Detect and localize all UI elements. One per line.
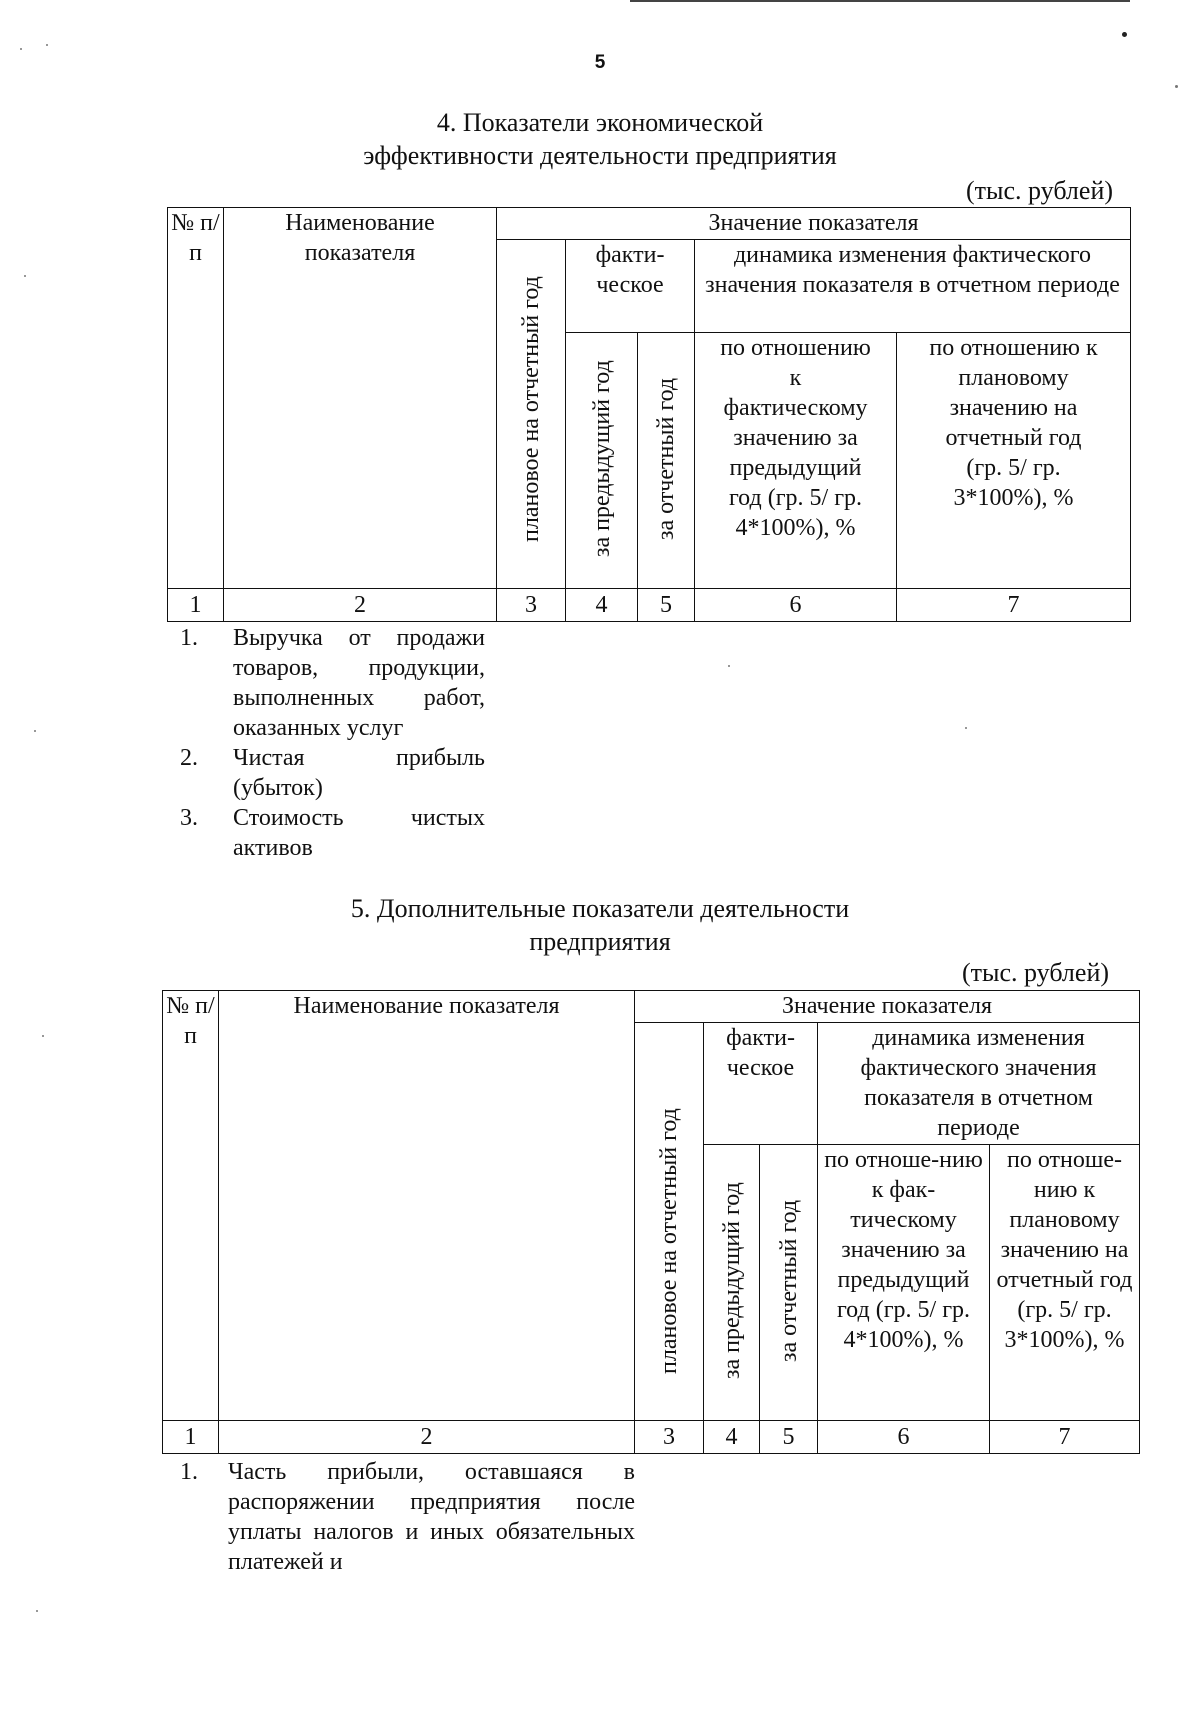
section4-rows bbox=[180, 623, 485, 863]
table-row bbox=[180, 623, 485, 743]
scan-speck bbox=[728, 665, 730, 667]
column-number-1: 1 bbox=[163, 1421, 219, 1454]
scan-speck bbox=[965, 727, 967, 729]
scan-speck bbox=[46, 44, 48, 46]
scan-speck bbox=[24, 275, 26, 277]
table-row bbox=[180, 1457, 635, 1577]
column-number-3: 3 bbox=[497, 589, 566, 622]
row-number: 2. bbox=[180, 745, 198, 771]
header-name: Наименование показателя bbox=[219, 991, 635, 1421]
section4-title-line2: эффективности деятельности предприятия bbox=[363, 141, 837, 170]
header-dynamics: динамика изменения фактического значения показателя в отчетном периоде bbox=[818, 1023, 1140, 1145]
column-number-6: 6 bbox=[818, 1421, 990, 1454]
header-planned-text: плановое на отчетный год bbox=[518, 276, 544, 542]
header-actual: факти-ческое bbox=[566, 240, 695, 333]
header-value-group: Значение показателя bbox=[497, 208, 1131, 240]
scan-speck bbox=[34, 730, 36, 732]
header-actual-curr bbox=[760, 1145, 818, 1421]
row-number: 3. bbox=[180, 805, 198, 831]
section5-table bbox=[162, 990, 1140, 1454]
row-name: Стоимость чистых активов bbox=[233, 805, 485, 861]
row-name: Часть прибыли, оставшаяся в распоряжении предприятия после уплаты налогов и иных обязательных платежей и bbox=[228, 1459, 635, 1575]
header-num: № п/п bbox=[168, 208, 224, 589]
column-number-4: 4 bbox=[566, 589, 638, 622]
section5-title-line1: 5. Дополнительные показатели деятельности bbox=[350, 894, 850, 923]
column-number-2: 2 bbox=[224, 589, 497, 622]
column-number-4: 4 bbox=[704, 1421, 760, 1454]
column-number-6: 6 bbox=[695, 589, 897, 622]
header-num: № п/п bbox=[163, 991, 219, 1421]
header-planned bbox=[635, 1023, 704, 1421]
header-vs-prev: по отноше-нию к фак-тическому значению за предыдущий год (гр. 5/ гр. 4*100%), % bbox=[818, 1145, 990, 1421]
header-dynamics: динамика изменения фактического значения показателя в отчетном периоде bbox=[695, 240, 1131, 333]
scan-speck bbox=[1175, 85, 1178, 88]
row-name: Выручка от продажи товаров, продукции, выполненных работ, оказанных услуг bbox=[233, 625, 485, 741]
header-actual: факти-ческое bbox=[704, 1023, 818, 1145]
header-planned bbox=[497, 240, 566, 589]
header-vs-plan: по отноше-нию к плановому значению на отчетный год (гр. 5/ гр. 3*100%), % bbox=[990, 1145, 1140, 1421]
section5-title bbox=[0, 892, 1200, 958]
section5-unit-label: (тыс. рублей) bbox=[962, 958, 1110, 987]
scan-speck bbox=[1122, 32, 1127, 37]
header-vs-prev: по отношению к фактическому значению за предыдущий год (гр. 5/ гр. 4*100%), % bbox=[695, 333, 897, 589]
header-actual-prev bbox=[704, 1145, 760, 1421]
page-number: 5 bbox=[594, 52, 606, 73]
header-actual-curr-text: за отчетный год bbox=[653, 377, 679, 541]
row-number: 1. bbox=[180, 625, 198, 651]
row-name: Чистая прибыль (убыток) bbox=[233, 745, 485, 801]
header-actual-prev-text: за предыдущий год bbox=[588, 360, 615, 558]
column-number-5: 5 bbox=[638, 589, 695, 622]
header-vs-plan: по отношению к плановому значению на отчетный год (гр. 5/ гр. 3*100%), % bbox=[897, 333, 1131, 589]
column-number-7: 7 bbox=[897, 589, 1131, 622]
header-value-group: Значение показателя bbox=[635, 991, 1140, 1023]
column-number-5: 5 bbox=[760, 1421, 818, 1454]
section5-title-line2: предприятия bbox=[529, 927, 671, 956]
column-number-7: 7 bbox=[990, 1421, 1140, 1454]
section4-title bbox=[0, 106, 1200, 172]
scan-speck bbox=[20, 48, 22, 50]
header-actual-curr bbox=[638, 333, 695, 589]
column-number-2: 2 bbox=[219, 1421, 635, 1454]
section4-title-line1: 4. Показатели экономической bbox=[436, 108, 764, 137]
header-actual-prev-text: за предыдущий год bbox=[718, 1182, 745, 1380]
section4-table bbox=[167, 207, 1131, 622]
row-number: 1. bbox=[180, 1459, 198, 1485]
header-actual-curr-text: за отчетный год bbox=[775, 1199, 802, 1363]
section4-unit-label: (тыс. рублей) bbox=[966, 176, 1114, 205]
column-number-1: 1 bbox=[168, 589, 224, 622]
scan-speck bbox=[42, 1035, 44, 1037]
section5-rows bbox=[180, 1457, 635, 1577]
top-border-line bbox=[630, 0, 1130, 2]
table-row bbox=[180, 803, 485, 863]
header-planned-text: плановое на отчетный год bbox=[656, 1108, 682, 1374]
table-row bbox=[180, 743, 485, 803]
column-number-3: 3 bbox=[635, 1421, 704, 1454]
header-actual-prev bbox=[566, 333, 638, 589]
header-name: Наименование показателя bbox=[224, 208, 497, 589]
scan-speck bbox=[36, 1610, 38, 1612]
